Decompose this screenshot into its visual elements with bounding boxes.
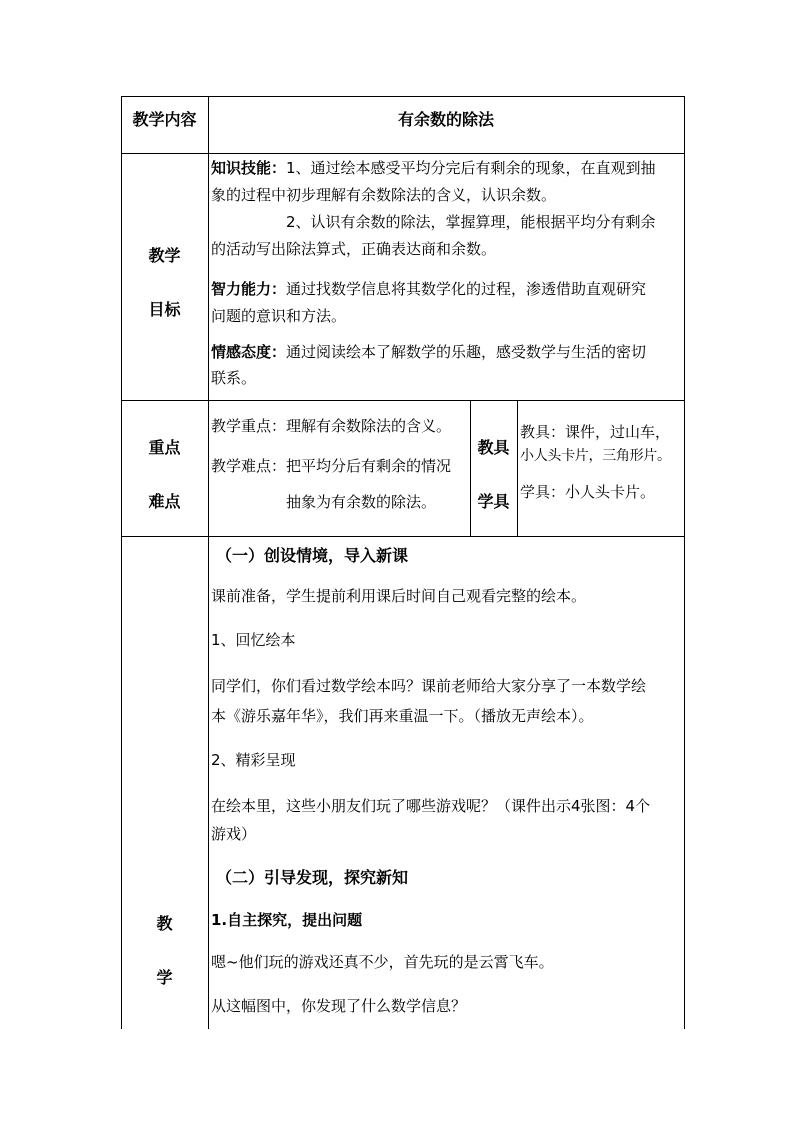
preparation-text: 课前准备，学生提前利用课后时间自己观看完整的绘本。 [211, 587, 587, 605]
teacher-tools-line1: 教具：课件，过山车， [520, 423, 671, 441]
objectives-label-2: 目标 [148, 300, 181, 319]
emotion-line-1 [211, 342, 646, 362]
step-1-text-line1: 同学们，你们看过数学绘本吗？课前老师给大家分享了一本数学绘 [211, 677, 647, 695]
teaching-difficulty-line2: 抽象为有余数的除法。 [286, 493, 437, 511]
lesson-title: 有余数的除法 [397, 110, 494, 129]
table-left-border [121, 96, 122, 1029]
subsection-1-title: 1.自主探究，提出问题 [211, 911, 363, 929]
emotion-text-line2: 联系。 [211, 369, 257, 387]
knowledge-item2-line2: 的活动写出除法算式，正确表达商和余数。 [211, 240, 497, 258]
objectives-label-1: 教学 [148, 246, 181, 265]
student-tools: 学具：小人头卡片。 [520, 483, 656, 501]
emotion-text-line1: 通过阅读绘本了解数学的乐趣，感受数学与生活的密切 [286, 343, 647, 361]
knowledge-label: 知识技能： [211, 159, 287, 177]
tools-divider-right [517, 400, 518, 536]
process-label-2: 学 [156, 968, 173, 987]
row-divider-1 [121, 153, 685, 154]
tools-label-1: 教具 [477, 438, 510, 457]
intellect-text-line2: 问题的意识和方法。 [211, 307, 347, 325]
knowledge-item2-line1: 2、认识有余数的除法，掌握算理，能根据平均分有剩余 [286, 213, 656, 231]
section-1-heading: （一）创设情境，导入新课 [216, 546, 409, 565]
intellect-text-line1: 通过找数学信息将其数学化的过程，渗透借助直观研究 [286, 280, 647, 298]
teaching-focus: 教学重点：理解有余数除法的含义。 [211, 417, 452, 435]
process-label-1: 教 [156, 914, 173, 933]
row-divider-3 [121, 536, 685, 537]
keypoints-label-2: 难点 [148, 492, 181, 511]
intellect-line-1 [211, 279, 646, 299]
teacher-tools-line2: 小人头卡片，三角形片。 [520, 448, 671, 464]
step-2-text-line1: 在绘本里，这些小朋友们玩了哪些游戏呢？（课件出示4张图：4个 [211, 797, 651, 815]
table-top-border [121, 96, 685, 97]
step-1-title: 1、回忆绘本 [211, 631, 296, 649]
emotion-label: 情感态度： [211, 343, 287, 361]
teaching-difficulty-line1: 教学难点：把平均分后有剩余的情况 [211, 457, 452, 475]
keypoints-label-1: 重点 [148, 438, 181, 457]
tools-label-2: 学具 [477, 492, 510, 511]
knowledge-line-1 [211, 158, 656, 178]
subsection-1-text: 嗯~他们玩的游戏还真不少，首先玩的是云霄飞车。 [211, 953, 554, 971]
step-2-text-line2: 游戏） [211, 825, 257, 843]
question-text: 从这幅图中，你发现了什么数学信息？ [211, 997, 467, 1015]
step-1-text-line2: 本《游乐嘉年华》，我们再来重温一下。（播放无声绘本）。 [211, 707, 594, 725]
row-divider-2 [121, 400, 685, 401]
intellect-label: 智力能力： [211, 280, 287, 298]
knowledge-item1-line1: 1、通过绘本感受平均分完后有剩余的现象，在直观到抽 [286, 159, 656, 177]
table-right-border [684, 96, 685, 1029]
tools-divider-left [470, 400, 471, 536]
content-label: 教学内容 [132, 110, 197, 129]
knowledge-item1-line2: 象的过程中初步理解有余数除法的含义，认识余数。 [211, 186, 557, 204]
column-divider [208, 96, 209, 1029]
section-2-heading: （二）引导发现，探究新知 [216, 868, 409, 887]
step-2-title: 2、精彩呈现 [211, 751, 296, 769]
